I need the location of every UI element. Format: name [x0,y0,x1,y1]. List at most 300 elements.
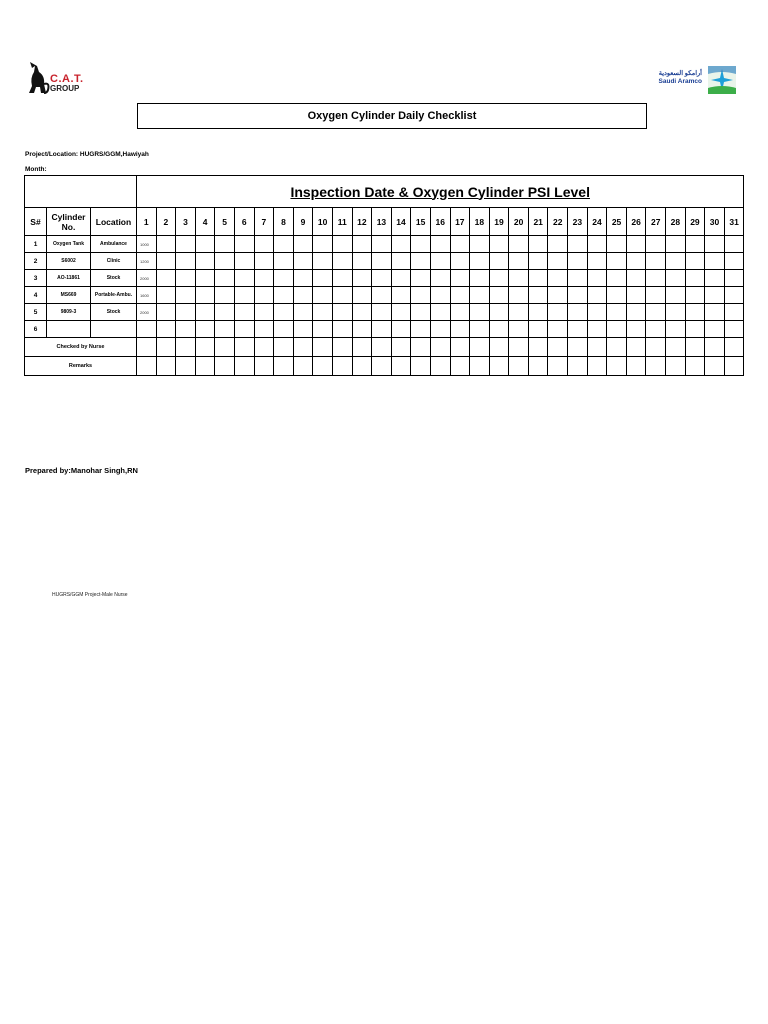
psi-cell[interactable] [666,304,686,321]
remarks-row-cell[interactable] [274,357,294,376]
day-header: 19 [489,208,509,236]
psi-cell[interactable] [607,321,627,338]
psi-cell[interactable] [372,253,392,270]
remarks-row-cell[interactable] [587,357,607,376]
psi-cell[interactable] [666,236,686,253]
psi-cell[interactable] [685,253,705,270]
psi-cell[interactable] [176,253,196,270]
remarks-row-cell[interactable] [489,357,509,376]
cylinder-header-line1: Cylinder [51,211,86,222]
row-cylinder[interactable] [47,321,91,338]
psi-cell[interactable] [450,236,470,253]
project-location: Project/Location: HUGRS/GGM,Hawiyah [25,151,149,158]
psi-cell[interactable] [332,304,352,321]
psi-cell[interactable] [176,270,196,287]
checked-by-row-cell[interactable] [234,338,254,357]
psi-cell[interactable] [568,321,588,338]
checked-by-row-cell[interactable] [195,338,215,357]
psi-cell[interactable] [391,287,411,304]
aramco-latin-name: Saudi Aramco [658,78,702,85]
psi-cell[interactable] [352,321,372,338]
psi-cell[interactable] [607,236,627,253]
checked-by-row-cell[interactable] [254,338,274,357]
psi-cell[interactable] [470,236,490,253]
psi-cell[interactable]: 2000 [137,304,157,321]
remarks-row-cell[interactable] [137,357,157,376]
psi-cell[interactable] [254,304,274,321]
psi-cell[interactable]: 1000 [137,236,157,253]
checked-by-row-cell[interactable] [666,338,686,357]
psi-cell[interactable] [489,287,509,304]
psi-cell[interactable] [626,321,646,338]
checked-by-row-cell[interactable] [548,338,568,357]
psi-cell[interactable] [450,253,470,270]
psi-cell[interactable] [156,236,176,253]
psi-cell[interactable] [215,287,235,304]
heading-row [25,176,744,208]
psi-cell[interactable] [372,321,392,338]
psi-cell[interactable] [607,304,627,321]
psi-cell[interactable] [391,270,411,287]
remarks-row-cell[interactable] [293,357,313,376]
psi-cell[interactable] [195,287,215,304]
psi-cell[interactable] [489,253,509,270]
psi-cell[interactable] [274,270,294,287]
row-location[interactable]: Ambulance [91,236,137,253]
psi-cell[interactable] [215,304,235,321]
psi-cell[interactable] [430,321,450,338]
psi-cell[interactable] [568,270,588,287]
psi-cell[interactable] [705,321,725,338]
psi-cell[interactable] [137,321,157,338]
psi-cell[interactable]: 1600 [137,287,157,304]
checked-by-row-cell[interactable] [352,338,372,357]
psi-cell[interactable] [587,236,607,253]
checked-by-row-cell[interactable] [470,338,490,357]
psi-cell[interactable] [724,270,744,287]
psi-cell[interactable] [411,287,431,304]
psi-cell[interactable] [724,304,744,321]
checklist-table [24,175,744,376]
checked-by-row-cell[interactable] [274,338,294,357]
psi-cell[interactable] [626,253,646,270]
psi-cell[interactable] [646,287,666,304]
row-cylinder[interactable]: Oxygen Tank [47,236,91,253]
checked-by-row-cell[interactable] [391,338,411,357]
psi-cell[interactable] [685,287,705,304]
day-header: 5 [215,208,235,236]
psi-cell[interactable] [528,287,548,304]
psi-cell[interactable] [489,236,509,253]
day-header: 22 [548,208,568,236]
psi-cell[interactable] [313,270,333,287]
row-cylinder[interactable]: AO-11861 [47,270,91,287]
psi-cell[interactable] [352,253,372,270]
psi-cell[interactable] [176,236,196,253]
remarks-row-cell[interactable] [411,357,431,376]
psi-cell[interactable] [705,253,725,270]
psi-cell[interactable]: 2000 [137,270,157,287]
psi-cell[interactable] [215,236,235,253]
psi-cell[interactable] [430,304,450,321]
psi-cell[interactable] [156,270,176,287]
table-row [25,304,744,321]
psi-cell[interactable] [568,253,588,270]
psi-cell[interactable] [509,287,529,304]
psi-cell[interactable] [509,321,529,338]
checked-by-row-cell[interactable] [176,338,196,357]
psi-cell[interactable] [705,236,725,253]
checked-by-row-cell[interactable] [156,338,176,357]
checked-by-row-cell[interactable] [646,338,666,357]
psi-cell[interactable] [313,321,333,338]
psi-cell[interactable] [528,304,548,321]
psi-cell[interactable] [176,304,196,321]
psi-cell[interactable] [411,270,431,287]
psi-cell[interactable] [254,270,274,287]
psi-cell[interactable] [313,253,333,270]
remarks-row-cell[interactable] [450,357,470,376]
psi-cell[interactable] [568,236,588,253]
psi-cell[interactable] [607,287,627,304]
psi-cell[interactable] [489,304,509,321]
psi-cell[interactable] [548,304,568,321]
psi-cell[interactable] [332,321,352,338]
black-cat-icon [26,60,50,94]
day-header: 10 [313,208,333,236]
psi-cell[interactable] [587,304,607,321]
psi-cell[interactable] [528,253,548,270]
remarks-row-cell[interactable] [509,357,529,376]
day-header: 24 [587,208,607,236]
psi-cell[interactable] [587,253,607,270]
psi-cell[interactable] [548,321,568,338]
remarks-row-cell[interactable] [313,357,333,376]
blank-header-cell [25,176,137,208]
psi-cell[interactable] [705,287,725,304]
psi-cell[interactable] [509,270,529,287]
psi-cell[interactable] [470,287,490,304]
row-location[interactable] [91,321,137,338]
day-header: 27 [646,208,666,236]
psi-cell[interactable] [528,321,548,338]
psi-cell[interactable] [274,236,294,253]
remarks-row [25,357,744,376]
psi-cell[interactable] [450,287,470,304]
checked-by-row-cell[interactable] [509,338,529,357]
psi-cell[interactable] [548,287,568,304]
psi-cell[interactable] [391,321,411,338]
psi-cell[interactable] [274,287,294,304]
psi-cell[interactable] [293,321,313,338]
psi-cell[interactable] [293,304,313,321]
psi-cell[interactable] [313,287,333,304]
checked-by-row-cell[interactable] [372,338,392,357]
checked-by-row-cell[interactable] [215,338,235,357]
psi-cell[interactable] [293,287,313,304]
table-row [25,270,744,287]
psi-cell[interactable] [685,270,705,287]
day-header: 1 [137,208,157,236]
remarks-row-cell[interactable] [234,357,254,376]
psi-cell[interactable] [724,321,744,338]
psi-cell[interactable] [450,304,470,321]
psi-cell[interactable] [528,270,548,287]
row-cylinder[interactable]: S6002 [47,253,91,270]
psi-cell[interactable] [352,236,372,253]
checked-by-row-cell[interactable] [137,338,157,357]
psi-cell[interactable] [254,253,274,270]
psi-cell[interactable] [156,321,176,338]
psi-cell[interactable] [607,253,627,270]
aramco-star-icon [708,66,736,94]
remarks-row-label: Remarks [25,357,137,376]
remarks-row-cell[interactable] [548,357,568,376]
checked-by-row-cell[interactable] [607,338,627,357]
psi-cell[interactable] [254,287,274,304]
psi-cell[interactable] [234,236,254,253]
day-header: 6 [234,208,254,236]
psi-cell[interactable] [195,236,215,253]
psi-cell[interactable] [391,253,411,270]
psi-cell[interactable] [685,236,705,253]
day-header: 25 [607,208,627,236]
psi-cell[interactable] [470,270,490,287]
remarks-row-cell[interactable] [332,357,352,376]
psi-cell[interactable] [626,304,646,321]
psi-cell[interactable] [352,287,372,304]
remarks-row-cell[interactable] [724,357,744,376]
day-header: 2 [156,208,176,236]
psi-cell[interactable] [724,287,744,304]
psi-cell[interactable] [332,287,352,304]
psi-cell[interactable] [293,270,313,287]
day-header: 28 [666,208,686,236]
remarks-row-cell[interactable] [254,357,274,376]
cat-group-logo [26,60,88,96]
psi-cell[interactable] [234,287,254,304]
psi-cell[interactable] [587,287,607,304]
day-header: 4 [195,208,215,236]
day-header: 29 [685,208,705,236]
psi-cell[interactable] [430,253,450,270]
psi-cell[interactable] [470,321,490,338]
checked-by-row-cell[interactable] [411,338,431,357]
psi-cell[interactable] [626,287,646,304]
psi-cell[interactable] [215,270,235,287]
psi-cell[interactable] [685,321,705,338]
row-sn: 1 [25,236,47,253]
psi-cell[interactable] [215,321,235,338]
psi-cell[interactable] [372,304,392,321]
psi-cell[interactable] [156,253,176,270]
psi-cell[interactable] [568,287,588,304]
row-location[interactable]: Stock [91,270,137,287]
checked-by-row-cell[interactable] [450,338,470,357]
psi-cell[interactable] [666,253,686,270]
psi-cell[interactable] [411,304,431,321]
psi-cell[interactable] [450,270,470,287]
remarks-row-cell[interactable] [215,357,235,376]
psi-cell[interactable] [156,287,176,304]
psi-cell[interactable] [391,236,411,253]
psi-cell[interactable] [685,304,705,321]
remarks-row-cell[interactable] [430,357,450,376]
day-header: 11 [332,208,352,236]
psi-cell[interactable] [548,253,568,270]
psi-cell[interactable] [646,236,666,253]
psi-cell[interactable] [274,253,294,270]
remarks-row-cell[interactable] [705,357,725,376]
psi-cell[interactable] [724,236,744,253]
remarks-row-cell[interactable] [372,357,392,376]
checked-by-row-cell[interactable] [705,338,725,357]
psi-cell[interactable] [724,253,744,270]
day-header: 14 [391,208,411,236]
psi-cell[interactable] [528,236,548,253]
psi-cell[interactable] [430,270,450,287]
psi-cell[interactable] [195,270,215,287]
remarks-row-cell[interactable] [391,357,411,376]
psi-cell[interactable] [352,270,372,287]
document-title: Oxygen Cylinder Daily Checklist [137,103,647,129]
psi-cell[interactable] [568,304,588,321]
psi-cell[interactable] [411,321,431,338]
psi-cell[interactable] [332,253,352,270]
psi-cell[interactable]: 1200 [137,253,157,270]
psi-cell[interactable] [332,236,352,253]
checked-by-row-cell[interactable] [568,338,588,357]
checked-by-row-cell[interactable] [626,338,646,357]
psi-cell[interactable] [470,253,490,270]
checked-by-row-cell[interactable] [313,338,333,357]
psi-cell[interactable] [293,253,313,270]
psi-cell[interactable] [548,236,568,253]
psi-cell[interactable] [176,321,196,338]
remarks-row-cell[interactable] [352,357,372,376]
psi-cell[interactable] [548,270,568,287]
psi-cell[interactable] [587,321,607,338]
psi-cell[interactable] [332,270,352,287]
table-row [25,236,744,253]
sn-header: S# [25,208,47,236]
remarks-row-cell[interactable] [607,357,627,376]
psi-cell[interactable] [176,287,196,304]
psi-cell[interactable] [430,236,450,253]
remarks-row-cell[interactable] [685,357,705,376]
remarks-row-cell[interactable] [528,357,548,376]
psi-cell[interactable] [274,304,294,321]
psi-cell[interactable] [489,321,509,338]
psi-cell[interactable] [626,270,646,287]
psi-cell[interactable] [156,304,176,321]
row-sn: 5 [25,304,47,321]
psi-cell[interactable] [646,321,666,338]
day-header: 21 [528,208,548,236]
psi-cell[interactable] [509,253,529,270]
psi-cell[interactable] [450,321,470,338]
remarks-row-cell[interactable] [470,357,490,376]
remarks-row-cell[interactable] [646,357,666,376]
checked-by-row-cell[interactable] [528,338,548,357]
psi-cell[interactable] [626,236,646,253]
psi-cell[interactable] [411,253,431,270]
psi-cell[interactable] [372,270,392,287]
psi-cell[interactable] [646,270,666,287]
remarks-row-cell[interactable] [666,357,686,376]
psi-cell[interactable] [234,270,254,287]
checked-by-row-cell[interactable] [685,338,705,357]
psi-cell[interactable] [666,321,686,338]
psi-cell[interactable] [195,321,215,338]
psi-cell[interactable] [646,304,666,321]
remarks-row-cell[interactable] [156,357,176,376]
row-location[interactable]: Portable-Ambu. [91,287,137,304]
psi-cell[interactable] [274,321,294,338]
aramco-arabic-name: أرامكو السعودية [658,70,702,77]
row-location[interactable]: Stock [91,304,137,321]
psi-cell[interactable] [372,287,392,304]
remarks-row-cell[interactable] [195,357,215,376]
psi-cell[interactable] [293,236,313,253]
checked-by-row-cell[interactable] [332,338,352,357]
psi-cell[interactable] [195,304,215,321]
psi-cell[interactable] [391,304,411,321]
psi-cell[interactable] [215,253,235,270]
row-cylinder[interactable]: MS669 [47,287,91,304]
psi-cell[interactable] [646,253,666,270]
remarks-row-cell[interactable] [626,357,646,376]
psi-cell[interactable] [313,236,333,253]
checked-by-row-cell[interactable] [724,338,744,357]
psi-cell[interactable] [411,236,431,253]
psi-cell[interactable] [509,236,529,253]
row-location[interactable]: Clinic [91,253,137,270]
checked-by-row-cell[interactable] [587,338,607,357]
psi-cell[interactable] [352,304,372,321]
psi-cell[interactable] [705,304,725,321]
psi-cell[interactable] [234,304,254,321]
inspection-heading: Inspection Date & Oxygen Cylinder PSI Level [137,176,744,208]
psi-cell[interactable] [372,236,392,253]
psi-cell[interactable] [470,304,490,321]
psi-cell[interactable] [607,270,627,287]
psi-cell[interactable] [430,287,450,304]
psi-cell[interactable] [313,304,333,321]
psi-cell[interactable] [254,236,274,253]
psi-cell[interactable] [705,270,725,287]
psi-cell[interactable] [234,253,254,270]
psi-cell[interactable] [234,321,254,338]
psi-cell[interactable] [489,270,509,287]
psi-cell[interactable] [587,270,607,287]
remarks-row-cell[interactable] [176,357,196,376]
psi-cell[interactable] [666,270,686,287]
row-cylinder[interactable]: 9809-3 [47,304,91,321]
day-header: 3 [176,208,196,236]
cat-logo-sub: GROUP [50,84,80,93]
checked-by-row-cell[interactable] [430,338,450,357]
checked-by-row-cell[interactable] [489,338,509,357]
cylinder-header [47,208,91,236]
remarks-row-cell[interactable] [568,357,588,376]
psi-cell[interactable] [666,287,686,304]
psi-cell[interactable] [254,321,274,338]
day-header: 23 [568,208,588,236]
psi-cell[interactable] [195,253,215,270]
checked-by-row-cell[interactable] [293,338,313,357]
psi-cell[interactable] [509,304,529,321]
